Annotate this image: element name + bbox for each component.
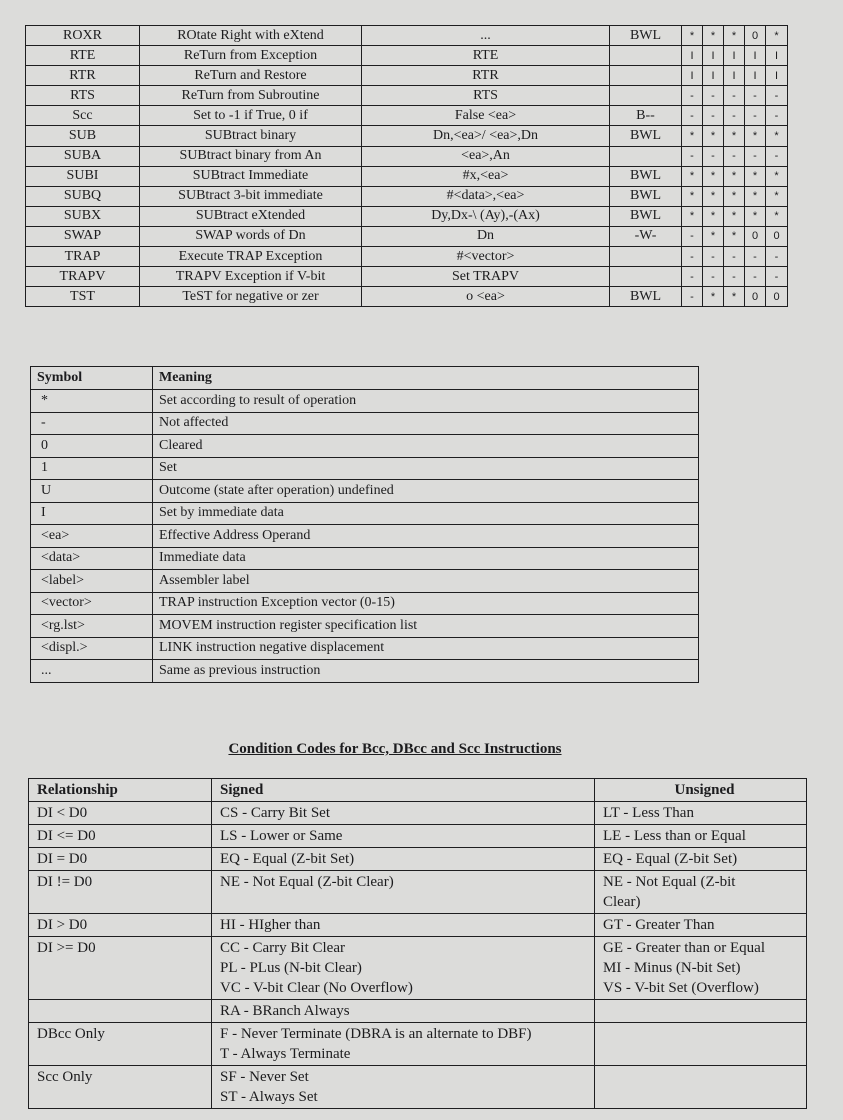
instruction-row [26, 206, 788, 226]
meaning-cell: LINK instruction negative displacement [153, 637, 699, 660]
description-cell: ReTurn from Exception [140, 46, 362, 66]
size-cell: BWL [610, 287, 682, 307]
instruction-row [26, 86, 788, 106]
operands-cell: Dy,Dx-\ (Ay),-(Ax) [362, 206, 610, 226]
operands-cell: RTS [362, 86, 610, 106]
flag-cell: * [724, 26, 745, 46]
flag-cell: * [682, 166, 703, 186]
flag-cell: - [766, 106, 788, 126]
meaning-cell: Set [153, 457, 699, 480]
size-cell [610, 86, 682, 106]
unsigned-code: Clear) [603, 894, 641, 910]
flag-cell: - [724, 146, 745, 166]
instruction-row [26, 126, 788, 146]
flag-cell: * [745, 186, 766, 206]
unsigned-code: LE - Less than or Equal [603, 828, 746, 844]
unsigned-cell [595, 914, 807, 937]
description-cell: SUBtract Immediate [140, 166, 362, 186]
symbol-cell: <displ.> [31, 637, 153, 660]
flag-cell: 0 [745, 226, 766, 246]
signed-cell [212, 871, 595, 914]
operands-cell: ... [362, 26, 610, 46]
condition-row [29, 871, 807, 914]
flag-cell: * [703, 126, 724, 146]
signed-cell [212, 1066, 595, 1109]
size-cell [610, 146, 682, 166]
flag-cell: I [766, 46, 788, 66]
symbol-cell: I [31, 502, 153, 525]
condition-codes-table [28, 778, 807, 1109]
flag-cell: * [703, 226, 724, 246]
signed-code: CC - Carry Bit Clear [220, 940, 345, 956]
signed-code: CS - Carry Bit Set [220, 805, 331, 821]
flag-cell: * [745, 206, 766, 226]
symbol-cell: <label> [31, 570, 153, 593]
flag-cell: 0 [745, 26, 766, 46]
unsigned-cell [595, 1066, 807, 1109]
operands-cell: o <ea> [362, 287, 610, 307]
operands-cell: #x,<ea> [362, 166, 610, 186]
size-cell: BWL [610, 186, 682, 206]
flag-cell: * [724, 226, 745, 246]
flag-cell: * [703, 206, 724, 226]
symbol-cell: * [31, 390, 153, 413]
size-cell: -W- [610, 226, 682, 246]
mnemonic-cell: SWAP [26, 226, 140, 246]
flag-cell: * [766, 186, 788, 206]
flag-cell: - [745, 146, 766, 166]
size-cell [610, 247, 682, 267]
flag-cell: * [682, 186, 703, 206]
meaning-cell: Set by immediate data [153, 502, 699, 525]
unsigned-code: GE - Greater than or Equal [603, 940, 766, 956]
meaning-cell: Not affected [153, 412, 699, 435]
operands-cell: #<data>,<ea> [362, 186, 610, 206]
operands-cell: RTE [362, 46, 610, 66]
mnemonic-cell: SUBI [26, 166, 140, 186]
description-cell: SUBtract binary [140, 126, 362, 146]
unsigned-code: NE - Not Equal (Z-bit [603, 874, 736, 890]
flag-cell: I [682, 46, 703, 66]
flag-cell: - [724, 267, 745, 287]
flag-cell: - [745, 267, 766, 287]
flag-cell: * [724, 186, 745, 206]
mnemonic-cell: SUB [26, 126, 140, 146]
signed-code: ST - Always Set [220, 1089, 318, 1105]
unsigned-header: Unsigned [595, 779, 807, 802]
flag-cell: * [766, 166, 788, 186]
symbol-row [31, 570, 699, 593]
mnemonic-cell: TRAPV [26, 267, 140, 287]
unsigned-code: GT - Greater Than [603, 917, 715, 933]
instruction-row [26, 46, 788, 66]
size-cell: B-- [610, 106, 682, 126]
instruction-row [26, 226, 788, 246]
instruction-table [25, 25, 788, 307]
signed-code: SF - Never Set [220, 1069, 309, 1085]
condition-row [29, 937, 807, 1000]
instruction-row [26, 106, 788, 126]
unsigned-cell [595, 871, 807, 914]
symbol-cell: 1 [31, 457, 153, 480]
unsigned-cell [595, 1023, 807, 1066]
signed-code: VC - V-bit Clear (No Overflow) [220, 980, 413, 996]
relationship-cell: DI >= D0 [29, 937, 212, 1000]
mnemonic-cell: RTE [26, 46, 140, 66]
size-cell: BWL [610, 26, 682, 46]
operands-cell: Dn,<ea>/ <ea>,Dn [362, 126, 610, 146]
mnemonic-cell: RTR [26, 66, 140, 86]
flag-cell: I [724, 66, 745, 86]
flag-cell: - [682, 287, 703, 307]
description-cell: ReTurn and Restore [140, 66, 362, 86]
symbol-row [31, 412, 699, 435]
operands-cell: RTR [362, 66, 610, 86]
flag-cell: * [682, 206, 703, 226]
relationship-cell: DBcc Only [29, 1023, 212, 1066]
flag-cell: - [724, 86, 745, 106]
size-cell [610, 46, 682, 66]
flag-cell: I [682, 66, 703, 86]
flag-cell: - [766, 86, 788, 106]
symbol-row [31, 615, 699, 638]
size-cell [610, 66, 682, 86]
instruction-row [26, 186, 788, 206]
symbol-header: Symbol [31, 367, 153, 390]
meaning-cell: TRAP instruction Exception vector (0-15) [153, 592, 699, 615]
condition-row [29, 825, 807, 848]
flag-cell: * [724, 287, 745, 307]
condition-row [29, 1023, 807, 1066]
condition-row [29, 1066, 807, 1109]
signed-cell [212, 914, 595, 937]
flag-cell: * [703, 186, 724, 206]
symbol-cell: <ea> [31, 525, 153, 548]
size-cell: BWL [610, 166, 682, 186]
relationship-cell [29, 1000, 212, 1023]
unsigned-cell [595, 937, 807, 1000]
meaning-cell: Effective Address Operand [153, 525, 699, 548]
mnemonic-cell: SUBA [26, 146, 140, 166]
relationship-cell: DI != D0 [29, 871, 212, 914]
signed-cell [212, 848, 595, 871]
flag-cell: - [745, 86, 766, 106]
instruction-row [26, 66, 788, 86]
symbol-row [31, 480, 699, 503]
relationship-cell: DI = D0 [29, 848, 212, 871]
meaning-cell: Set according to result of operation [153, 390, 699, 413]
instruction-row [26, 166, 788, 186]
flag-cell: - [766, 267, 788, 287]
condition-codes-title: Condition Codes for Bcc, DBcc and Scc Instructions [228, 741, 562, 757]
mnemonic-cell: SUBQ [26, 186, 140, 206]
mnemonic-cell: Scc [26, 106, 140, 126]
flag-cell: - [682, 226, 703, 246]
meaning-cell: Assembler label [153, 570, 699, 593]
flag-cell: * [766, 26, 788, 46]
flag-cell: * [766, 206, 788, 226]
flag-cell: - [682, 106, 703, 126]
symbol-row [31, 547, 699, 570]
flag-cell: * [703, 287, 724, 307]
description-cell: SUBtract eXtended [140, 206, 362, 226]
mnemonic-cell: SUBX [26, 206, 140, 226]
unsigned-cell [595, 825, 807, 848]
flag-cell: 0 [745, 287, 766, 307]
signed-code: T - Always Terminate [220, 1046, 351, 1062]
flag-cell: - [766, 247, 788, 267]
signed-cell [212, 1000, 595, 1023]
flag-cell: 0 [766, 287, 788, 307]
mnemonic-cell: ROXR [26, 26, 140, 46]
relationship-cell: DI <= D0 [29, 825, 212, 848]
symbol-cell: U [31, 480, 153, 503]
symbol-legend-table [30, 366, 699, 683]
unsigned-cell [595, 848, 807, 871]
description-cell: Execute TRAP Exception [140, 247, 362, 267]
symbol-row [31, 435, 699, 458]
description-cell: TeST for negative or zer [140, 287, 362, 307]
meaning-cell: Same as previous instruction [153, 660, 699, 683]
size-cell: BWL [610, 206, 682, 226]
unsigned-code: EQ - Equal (Z-bit Set) [603, 851, 738, 867]
operands-cell: False <ea> [362, 106, 610, 126]
instruction-row [26, 287, 788, 307]
signed-code: F - Never Terminate (DBRA is an alternate to DBF) [220, 1026, 532, 1042]
symbol-cell: <rg.lst> [31, 615, 153, 638]
symbol-row [31, 525, 699, 548]
flag-cell: - [703, 247, 724, 267]
flag-cell: I [745, 46, 766, 66]
instruction-row [26, 146, 788, 166]
symbol-row [31, 457, 699, 480]
relationship-cell: Scc Only [29, 1066, 212, 1109]
signed-code: LS - Lower or Same [220, 828, 343, 844]
signed-cell [212, 937, 595, 1000]
condition-row [29, 802, 807, 825]
symbol-row [31, 637, 699, 660]
signed-code: PL - PLus (N-bit Clear) [220, 960, 362, 976]
symbol-row [31, 660, 699, 683]
meaning-cell: MOVEM instruction register specification list [153, 615, 699, 638]
flag-cell: I [703, 66, 724, 86]
unsigned-code: MI - Minus (N-bit Set) [603, 960, 741, 976]
description-cell: SWAP words of Dn [140, 226, 362, 246]
symbol-cell: <data> [31, 547, 153, 570]
signed-code: HI - HIgher than [220, 917, 321, 933]
meaning-cell: Immediate data [153, 547, 699, 570]
flag-cell: * [724, 166, 745, 186]
flag-cell: * [682, 26, 703, 46]
mnemonic-cell: RTS [26, 86, 140, 106]
signed-cell [212, 802, 595, 825]
description-cell: SUBtract binary from An [140, 146, 362, 166]
description-cell: SUBtract 3-bit immediate [140, 186, 362, 206]
signed-cell [212, 1023, 595, 1066]
symbol-cell: - [31, 412, 153, 435]
flag-cell: * [703, 26, 724, 46]
signed-code: RA - BRanch Always [220, 1003, 350, 1019]
flag-cell: - [745, 106, 766, 126]
operands-cell: Dn [362, 226, 610, 246]
instruction-row [26, 267, 788, 287]
flag-cell: - [745, 247, 766, 267]
mnemonic-cell: TST [26, 287, 140, 307]
symbol-cell: 0 [31, 435, 153, 458]
signed-code: NE - Not Equal (Z-bit Clear) [220, 874, 394, 890]
signed-header: Signed [212, 779, 595, 802]
symbol-row [31, 592, 699, 615]
flag-cell: - [766, 146, 788, 166]
condition-row [29, 1000, 807, 1023]
flag-cell: * [745, 126, 766, 146]
flag-cell: - [703, 146, 724, 166]
signed-cell [212, 825, 595, 848]
meaning-cell: Cleared [153, 435, 699, 458]
instruction-row [26, 26, 788, 46]
flag-cell: - [682, 267, 703, 287]
relationship-cell: DI > D0 [29, 914, 212, 937]
flag-cell: * [724, 206, 745, 226]
description-cell: TRAPV Exception if V-bit [140, 267, 362, 287]
operands-cell: <ea>,An [362, 146, 610, 166]
condition-row [29, 848, 807, 871]
description-cell: ReTurn from Subroutine [140, 86, 362, 106]
signed-code: EQ - Equal (Z-bit Set) [220, 851, 355, 867]
symbol-cell: <vector> [31, 592, 153, 615]
symbol-row [31, 502, 699, 525]
flag-cell: 0 [766, 226, 788, 246]
flag-cell: * [703, 166, 724, 186]
flag-cell: - [703, 86, 724, 106]
relationship-header: Relationship [29, 779, 212, 802]
symbol-cell: ... [31, 660, 153, 683]
relationship-cell: DI < D0 [29, 802, 212, 825]
instruction-row [26, 247, 788, 267]
meaning-header: Meaning [153, 367, 699, 390]
description-cell: Set to -1 if True, 0 if [140, 106, 362, 126]
flag-cell: - [682, 146, 703, 166]
flag-cell: - [682, 86, 703, 106]
unsigned-cell [595, 1000, 807, 1023]
unsigned-code: LT - Less Than [603, 805, 694, 821]
symbol-row [31, 390, 699, 413]
operands-cell: Set TRAPV [362, 267, 610, 287]
unsigned-code: VS - V-bit Set (Overflow) [603, 980, 759, 996]
flag-cell: - [724, 247, 745, 267]
flag-cell: * [745, 166, 766, 186]
flag-cell: - [703, 267, 724, 287]
mnemonic-cell: TRAP [26, 247, 140, 267]
flag-cell: * [724, 126, 745, 146]
flag-cell: * [766, 126, 788, 146]
flag-cell: - [703, 106, 724, 126]
flag-cell: I [745, 66, 766, 86]
operands-cell: #<vector> [362, 247, 610, 267]
flag-cell: - [682, 247, 703, 267]
flag-cell: * [682, 126, 703, 146]
size-cell: BWL [610, 126, 682, 146]
description-cell: ROtate Right with eXtend [140, 26, 362, 46]
meaning-cell: Outcome (state after operation) undefined [153, 480, 699, 503]
flag-cell: I [703, 46, 724, 66]
condition-row [29, 914, 807, 937]
flag-cell: - [724, 106, 745, 126]
size-cell [610, 267, 682, 287]
unsigned-cell [595, 802, 807, 825]
flag-cell: I [766, 66, 788, 86]
flag-cell: I [724, 46, 745, 66]
